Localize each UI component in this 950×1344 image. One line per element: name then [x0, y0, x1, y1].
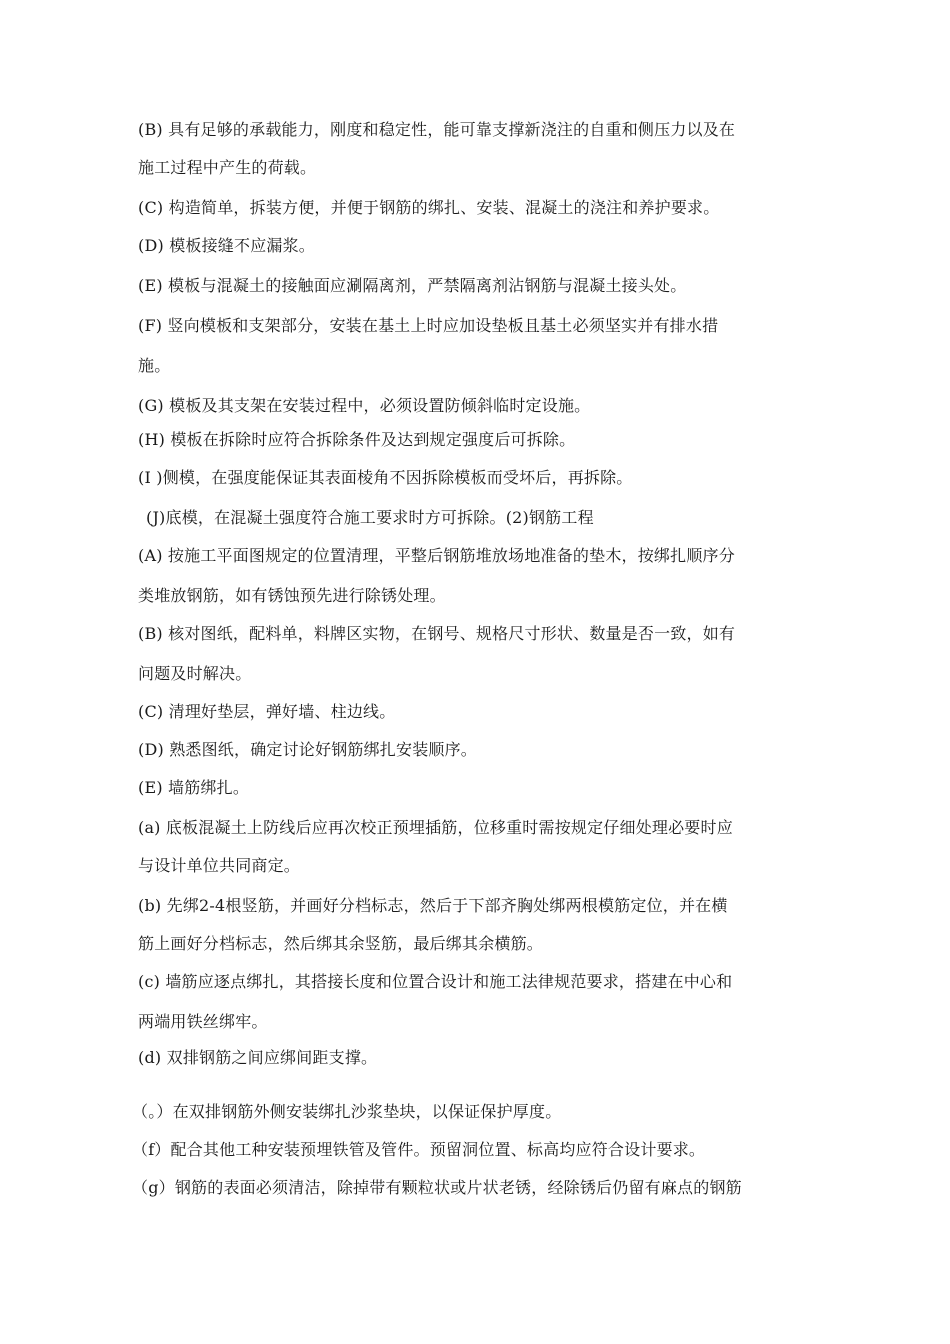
text-line: (J)底模，在混凝土强度符合施工要求时方可拆除。(2)钢筋工程: [146, 508, 594, 527]
text-line: 问题及时解决。: [138, 664, 252, 683]
text-line: (B) 具有足够的承载能力，刚度和稳定性，能可靠支撑新浇注的自重和侧压力以及在: [138, 120, 736, 139]
text-line: (I )侧模，在强度能保证其表面棱角不因拆除模板而受坏后，再拆除。: [138, 468, 633, 487]
text-line: (E) 模板与混凝土的接触面应涮隔离剂，严禁隔离剂沾钢筋与混凝土接头处。: [138, 276, 687, 295]
text-line: （f）配合其他工种安装预埋铁管及管件。预留洞位置、标高均应符合设计要求。: [132, 1140, 706, 1159]
text-line: (G) 模板及其支架在安装过程中，必须设置防倾斜临时定设施。: [138, 396, 591, 415]
text-line: (H) 模板在拆除时应符合拆除条件及达到规定强度后可拆除。: [138, 430, 576, 449]
text-line: （g）钢筋的表面必须清洁，除掉带有颗粒状或片状老锈，经除锈后仍留有麻点的钢筋: [132, 1178, 742, 1197]
text-line: (b) 先绑2-4根竖筋，并画好分档标志，然后于下部齐胸处绑两根模筋定位，并在横: [138, 896, 728, 915]
text-line: (D) 模板接缝不应漏浆。: [138, 236, 315, 255]
text-line: (d) 双排钢筋之间应绑间距支撑。: [138, 1048, 378, 1067]
text-line: (C) 清理好垫层，弹好墙、柱边线。: [138, 702, 396, 721]
text-line: (D) 熟悉图纸，确定讨论好钢筋绑扎安装顺序。: [138, 740, 477, 759]
text-line: 类堆放钢筋，如有锈蚀预先进行除锈处理。: [138, 586, 446, 605]
text-line: 与设计单位共同商定。: [138, 856, 301, 875]
text-line: 两端用铁丝绑牢。: [138, 1012, 268, 1031]
text-line: (F) 竖向模板和支架部分，安装在基土上时应加设垫板且基土必须坚实并有排水措: [138, 316, 719, 335]
text-line: 施工过程中产生的荷载。: [138, 158, 317, 177]
text-line: (B) 核对图纸，配料单，料牌区实物，在钢号、规格尺寸形状、数量是否一致，如有: [138, 624, 736, 643]
text-line: (a) 底板混凝土上防线后应再次校正预埋插筋，位移重时需按规定仔细处理必要时应: [138, 818, 733, 837]
text-line: (C) 构造简单，拆装方便，并便于钢筋的绑扎、安装、混凝土的浇注和养护要求。: [138, 198, 720, 217]
text-line: 施。: [138, 356, 171, 375]
text-line: 筋上画好分档标志，然后绑其余竖筋，最后绑其余横筋。: [138, 934, 544, 953]
text-line: (E) 墙筋绑扎。: [138, 778, 250, 797]
text-line: (c) 墙筋应逐点绑扎，其搭接长度和位置合设计和施工法律规范要求，搭建在中心和: [138, 972, 733, 991]
text-line: (A) 按施工平面图规定的位置清理，平整后钢筋堆放场地准备的垫木，按绑扎顺序分: [138, 546, 735, 565]
text-line: （。）在双排钢筋外侧安装绑扎沙浆垫块，以保证保护厚度。: [132, 1102, 562, 1121]
